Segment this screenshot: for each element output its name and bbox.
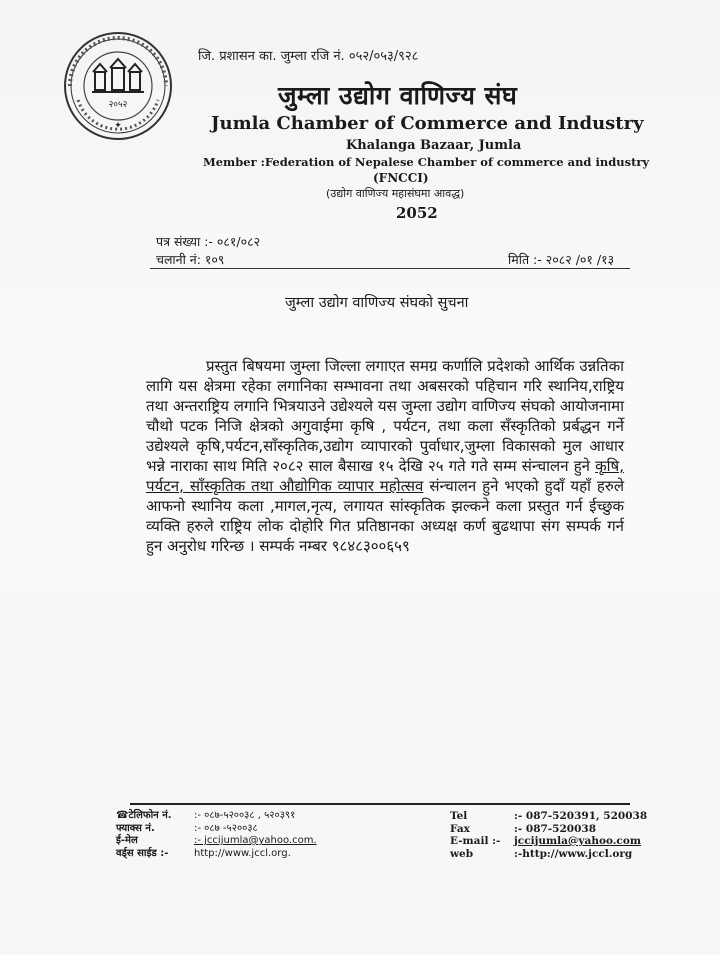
- dispatch-number: चलानी नं: १०९: [156, 252, 225, 267]
- footer-divider: [130, 803, 630, 805]
- web-label-np: वर्ड्‌स साईड :-: [116, 847, 169, 859]
- email-value[interactable]: jccijumla@yahoo.com: [514, 835, 641, 847]
- festival-name: कृषि, पर्यटन, साँस्कृतिक तथा औद्योगिक व्यापार महोत्सव: [146, 457, 624, 495]
- footer-contact-nepali: [116, 810, 317, 860]
- letter-date: मिति :- २०८२ /०१ /१३: [508, 252, 615, 267]
- header-divider: [150, 268, 630, 269]
- notice-body: [146, 356, 624, 556]
- body-part-2: संन्चालन हुने भएको हुदाँ यहाँ हरुले आफनो स्थानिय कला ,मागल,नृत्य, लगायत सांस्कृतिक झल्कने कला प्रस्तुत गर्न ईच्छुक व्यक्ति हरुले राष्ट्रिय लोक दोहोरि गित प्रतिष्ठानका अध्यक्ष कर्ण बुढथापा संग सम्पर्क गर्न हुन अनुरोध गरिन्छ । सम्पर्क नम्बर ९८४८३००६५९: [146, 477, 624, 555]
- registration-number: जि. प्रशासन का. जुम्ला रजि नं. ०५२/०५३/९२८: [198, 49, 419, 64]
- web-label: web: [450, 847, 474, 860]
- fncci-abbrev: (FNCCI): [373, 171, 429, 185]
- web-value-np[interactable]: http://www.jccl.org.: [194, 847, 291, 859]
- email-label: E-mail :-: [450, 835, 501, 847]
- phone-label-np: ☎टेलिफोन नं.: [116, 810, 172, 821]
- email-label-np: ई-मेल: [116, 835, 138, 846]
- affiliation-note: (उद्योग वाणिज्य महासंघमा आवद्ध): [326, 187, 465, 200]
- membership-line: Member :Federation of Nepalese Chamber of commerce and industry: [203, 155, 650, 169]
- body-part-1: प्रस्तुत बिषयमा जुम्ला जिल्ला लगाएत समग्र कर्णालि प्रदेशको आर्थिक उन्नतिका लागि यस क्षेत्रमा रहेका लगानिका सम्भावना तथा अबसरको पहिचान गरि स्थानिय,राष्ट्रिय तथा अन्तराष्ट्रिय लगानि भित्रयाउने उद्येश्यले यस जुम्ला उद्योग वाणिज्य संघको आयोजनामा चौथो पटक निजि क्षेत्रको अगुवाईमा कृषि , पर्यटन, तथा कला सँस्कृतिको प्रर्बद्धन गर्ने उद्येश्यले कृषि,पर्यटन,साँस्कृतिक,उद्योग व्यापारको पुर्वाधार,जुम्ला विकासको मुल आधार भन्ने नाराका साथ मिति २०८२ साल बैसाख १५ देखि २५ गते गते सम्म संन्चालन हुने: [146, 357, 624, 475]
- tel-value: :- 087-520391, 520038: [514, 810, 648, 822]
- footer-contact-english: [450, 810, 647, 860]
- established-year: 2052: [396, 204, 438, 222]
- notice-subject: जुम्ला उद्योग वाणिज्य संघको सुचना: [285, 295, 469, 311]
- fax-label-np: फ्याक्स नं.: [116, 822, 155, 834]
- fax-value: :- 087-520038: [514, 822, 597, 835]
- web-value[interactable]: :-http://www.jccl.org: [514, 847, 633, 860]
- phone-value-np: :- ०८७-५२००३८ , ५२०३९१: [194, 810, 296, 821]
- fax-label: Fax: [450, 822, 470, 835]
- tel-label: Tel: [450, 810, 468, 822]
- letter-number: पत्र संख्या :- ०८१/०८२: [156, 234, 261, 249]
- org-name-english: Jumla Chamber of Commerce and Industry: [211, 113, 644, 134]
- chamber-seal-icon: [62, 30, 174, 142]
- org-name-nepali: जुम्ला उद्योग वाणिज्य संघ: [278, 81, 518, 110]
- seal-year: २०५२: [108, 100, 128, 110]
- email-value-np[interactable]: :- jccijumla@yahoo.com.: [194, 835, 317, 846]
- org-address: Khalanga Bazaar, Jumla: [346, 138, 522, 153]
- svg-text:✦: ✦: [114, 121, 122, 131]
- fax-value-np: :- ०८७ -५२००३८: [194, 822, 258, 834]
